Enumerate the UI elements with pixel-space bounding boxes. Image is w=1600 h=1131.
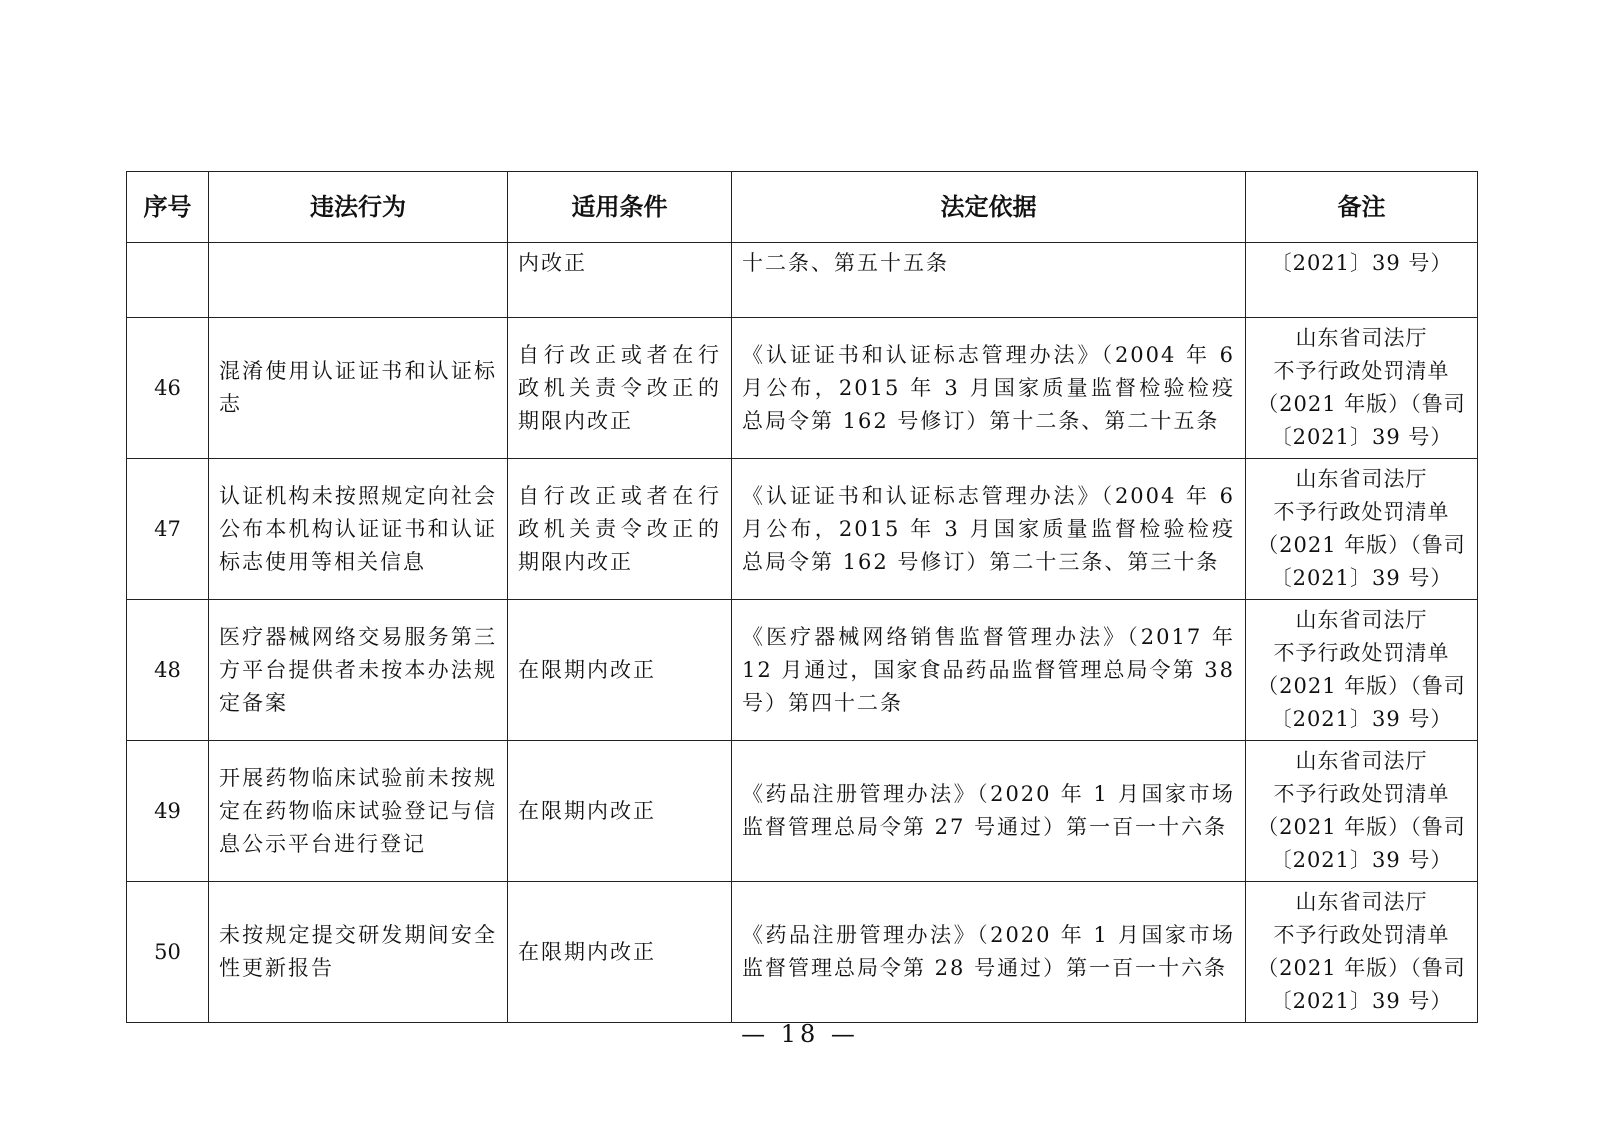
remark-line: 不予行政处罚清单: [1273, 782, 1450, 806]
cell-basis: 十二条、第五十五条: [732, 243, 1246, 318]
header-basis: 法定依据: [732, 172, 1246, 243]
cell-num: 49: [127, 741, 209, 882]
remark-line: （2021 年版）（鲁司: [1257, 956, 1466, 980]
cell-remark: [1246, 741, 1478, 882]
cell-basis: 《医疗器械网络销售监督管理办法》（2017 年 12 月通过，国家食品药品监督管理总局令第 38 号）第四十二条: [732, 600, 1246, 741]
regulation-table: [126, 171, 1478, 1023]
cell-cond: 在限期内改正: [508, 741, 732, 882]
cell-remark: [1246, 243, 1478, 318]
remark-line: 〔2021〕39 号）: [1270, 425, 1453, 449]
table-row: [127, 882, 1478, 1023]
cell-num: 48: [127, 600, 209, 741]
cell-cond: 内改正: [508, 243, 732, 318]
cell-remark: [1246, 882, 1478, 1023]
header-act: 违法行为: [209, 172, 508, 243]
remark-line: 不予行政处罚清单: [1273, 923, 1450, 947]
cell-cond: 在限期内改正: [508, 600, 732, 741]
header-num: 序号: [127, 172, 209, 243]
remark-line: 山东省司法厅: [1295, 749, 1428, 773]
page-number: — 18 —: [741, 1020, 859, 1048]
table-row: [127, 741, 1478, 882]
remark-line: 山东省司法厅: [1295, 467, 1428, 491]
cell-act: 认证机构未按照规定向社会公布本机构认证证书和认证标志使用等相关信息: [209, 459, 508, 600]
remark-line: （2021 年版）（鲁司: [1257, 815, 1466, 839]
remark-line: 〔2021〕39 号）: [1270, 707, 1453, 731]
cell-cond: 自行改正或者在行政机关责令改正的期限内改正: [508, 459, 732, 600]
table-row-continued: [127, 243, 1478, 318]
cell-act: 开展药物临床试验前未按规定在药物临床试验登记与信息公示平台进行登记: [209, 741, 508, 882]
cell-num: 47: [127, 459, 209, 600]
cell-cond: 在限期内改正: [508, 882, 732, 1023]
cell-act: [209, 243, 508, 318]
cell-cond: 自行改正或者在行政机关责令改正的期限内改正: [508, 318, 732, 459]
remark-line: 〔2021〕39 号）: [1270, 989, 1453, 1013]
remark-line: 山东省司法厅: [1295, 890, 1428, 914]
cell-remark: [1246, 318, 1478, 459]
cell-basis: 《药品注册管理办法》（2020 年 1 月国家市场监督管理总局令第 27 号通过）第一百一十六条: [732, 741, 1246, 882]
remark-line: （2021 年版）（鲁司: [1257, 674, 1466, 698]
table-row: [127, 600, 1478, 741]
remark-line: 不予行政处罚清单: [1273, 641, 1450, 665]
remark-line: 〔2021〕39 号）: [1270, 251, 1453, 275]
table-row: [127, 318, 1478, 459]
cell-remark: [1246, 459, 1478, 600]
remark-line: 山东省司法厅: [1295, 326, 1428, 350]
remark-line: 不予行政处罚清单: [1273, 359, 1450, 383]
remark-line: （2021 年版）（鲁司: [1257, 392, 1466, 416]
cell-basis: 《认证证书和认证标志管理办法》（2004 年 6 月公布，2015 年 3 月国家质量监督检验检疫总局令第 162 号修订）第二十三条、第三十条: [732, 459, 1246, 600]
cell-basis: 《药品注册管理办法》（2020 年 1 月国家市场监督管理总局令第 28 号通过）第一百一十六条: [732, 882, 1246, 1023]
remark-line: （2021 年版）（鲁司: [1257, 533, 1466, 557]
header-remark: 备注: [1246, 172, 1478, 243]
remark-line: 不予行政处罚清单: [1273, 500, 1450, 524]
table-row: [127, 459, 1478, 600]
header-cond: 适用条件: [508, 172, 732, 243]
cell-act: 未按规定提交研发期间安全性更新报告: [209, 882, 508, 1023]
cell-num: 46: [127, 318, 209, 459]
cell-num: [127, 243, 209, 318]
table-header-row: [127, 172, 1478, 243]
remark-line: 山东省司法厅: [1295, 608, 1428, 632]
cell-num: 50: [127, 882, 209, 1023]
remark-line: 〔2021〕39 号）: [1270, 848, 1453, 872]
cell-basis: 《认证证书和认证标志管理办法》（2004 年 6 月公布，2015 年 3 月国家质量监督检验检疫总局令第 162 号修订）第十二条、第二十五条: [732, 318, 1246, 459]
remark-line: 〔2021〕39 号）: [1270, 566, 1453, 590]
cell-remark: [1246, 600, 1478, 741]
cell-act: 医疗器械网络交易服务第三方平台提供者未按本办法规定备案: [209, 600, 508, 741]
cell-act: 混淆使用认证证书和认证标志: [209, 318, 508, 459]
